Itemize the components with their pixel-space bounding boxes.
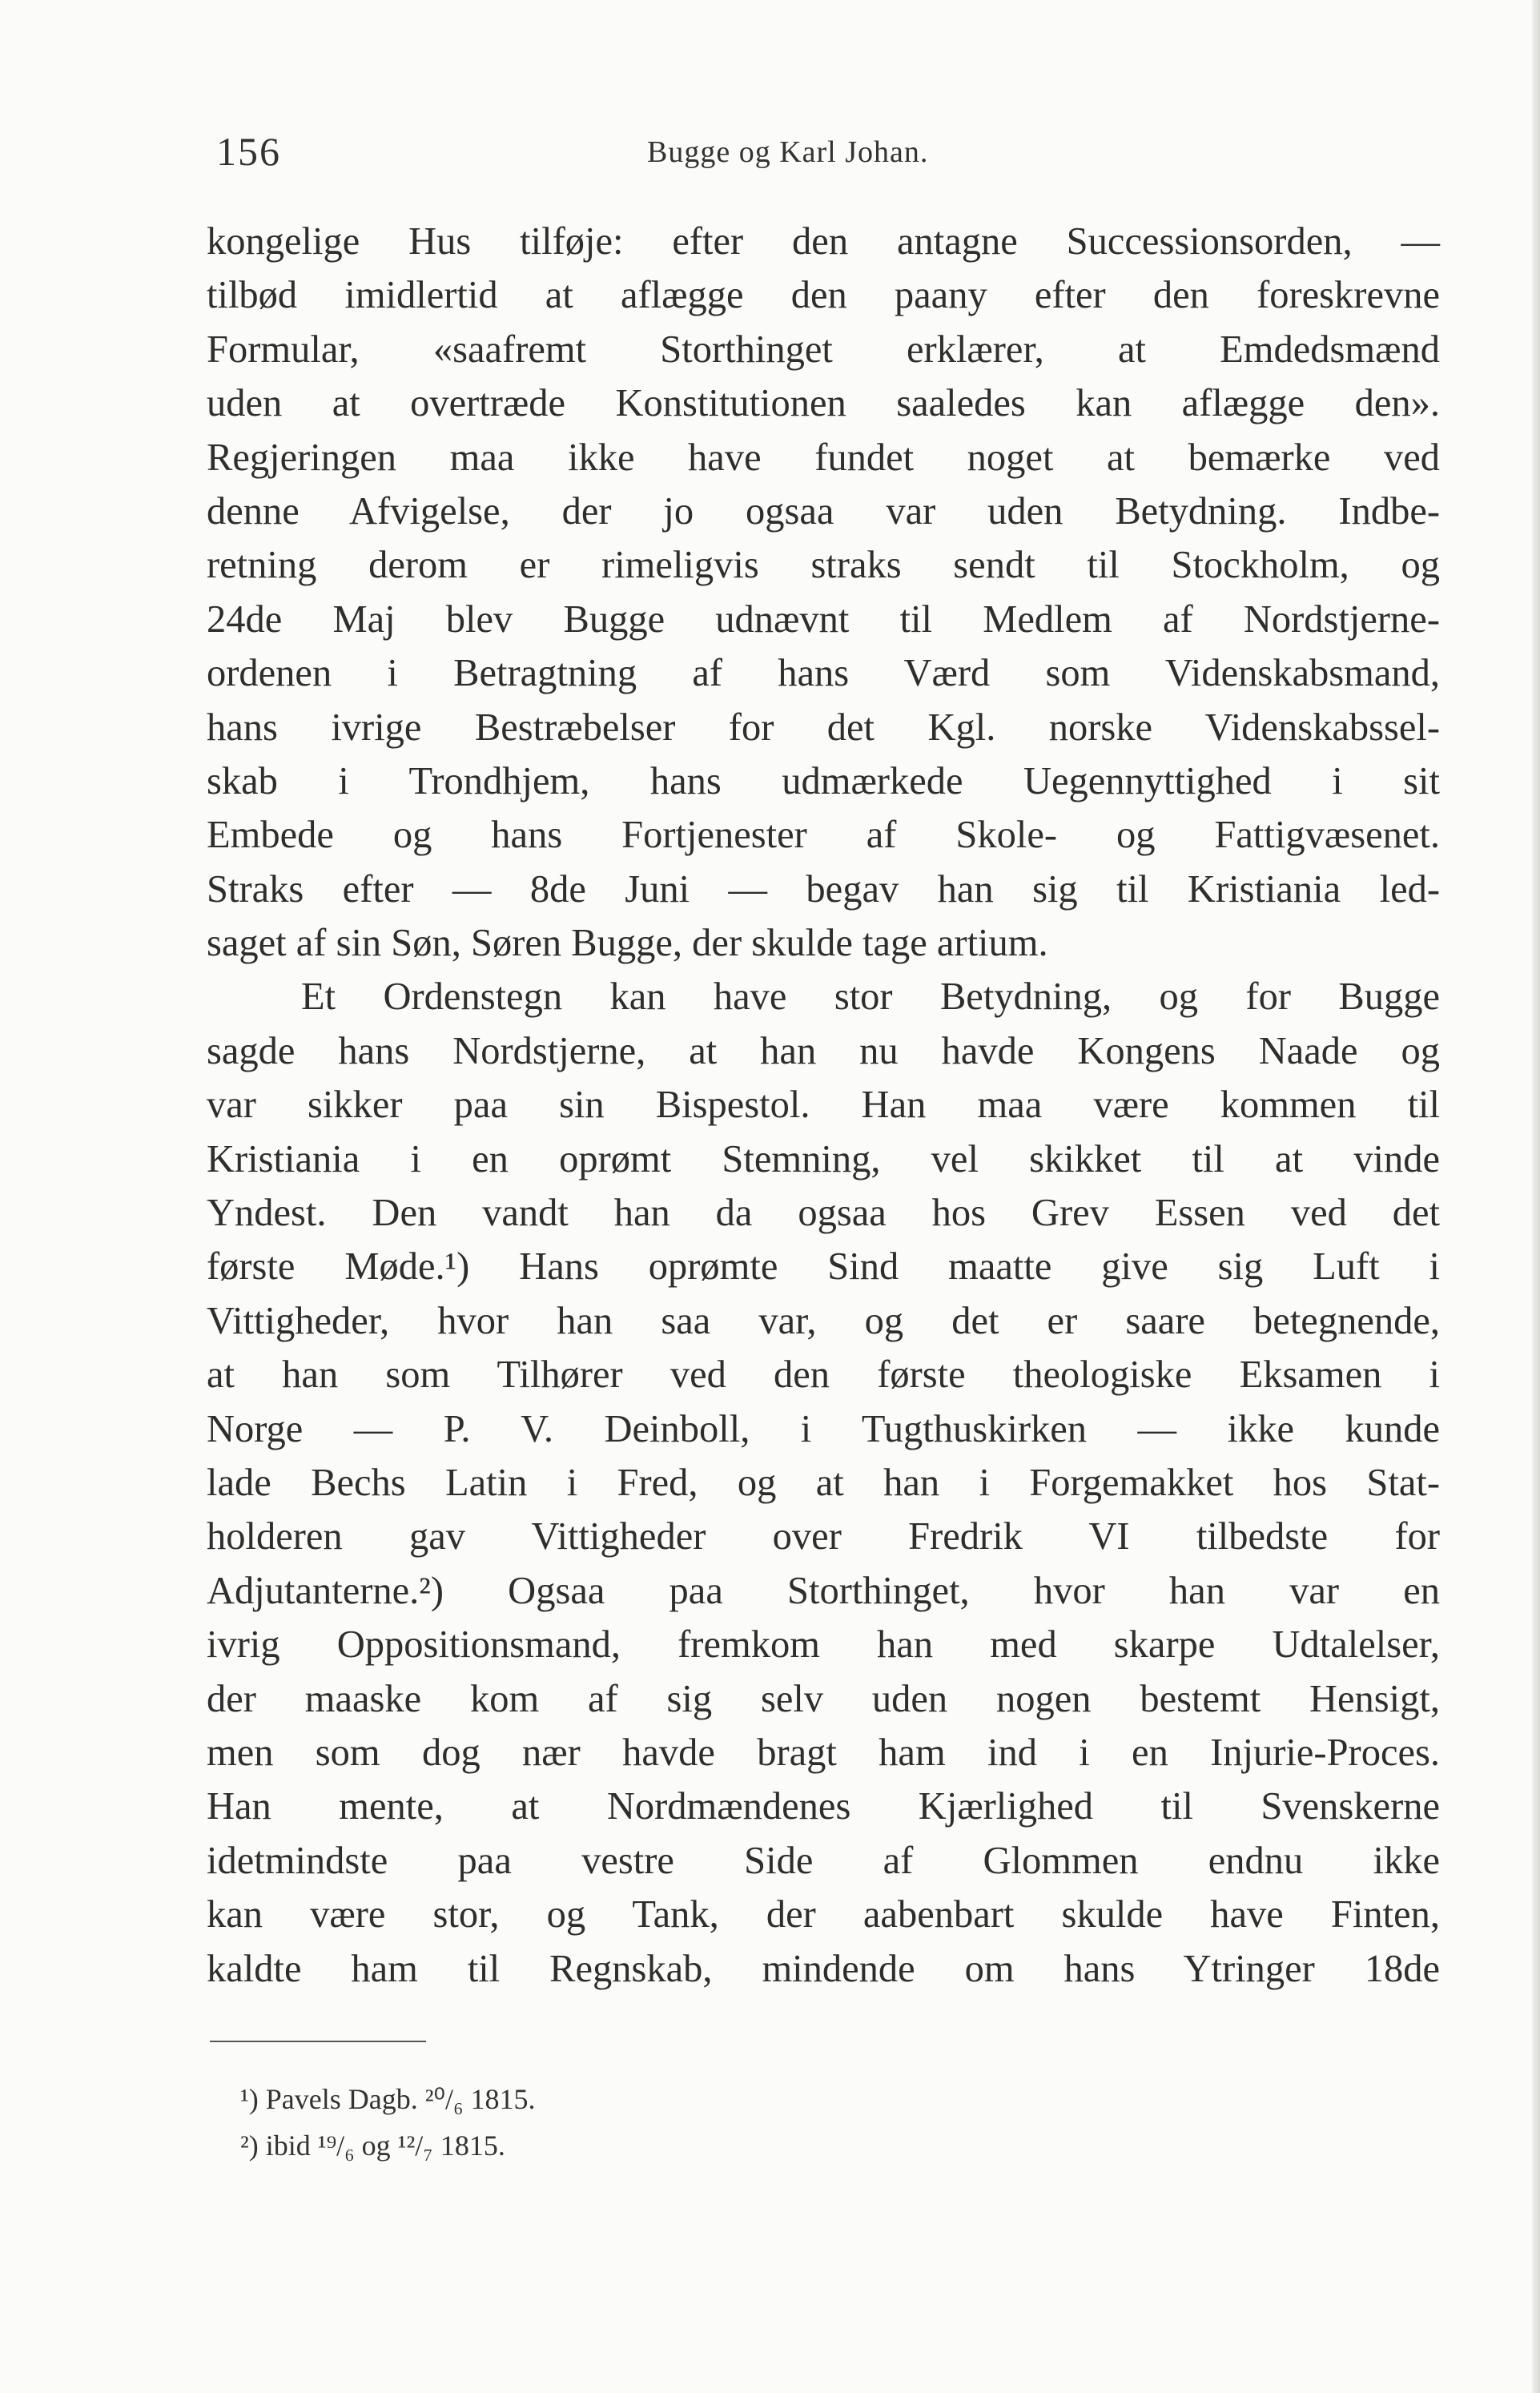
footnote-1: ¹) Pavels Dagb. ²⁰/₆ 1815.	[240, 2083, 536, 2115]
paragraph-start-line: Et Ordenstegn kan have stor Betydning, og for Bugge	[301, 975, 1440, 1019]
text-line: tilbød imidlertid at aflægge den paany efter den foreskrevne	[207, 274, 1440, 317]
text-line: ordenen i Betragtning af hans Værd som Videnskabsmand,	[207, 652, 1440, 695]
text-line: kan være stor, og Tank, der aabenbart skulde have Finten,	[207, 1893, 1440, 1937]
text-line: Norge — P. V. Deinboll, i Tugthuskirken — ikke kunde	[207, 1407, 1440, 1450]
running-head: Bugge og Karl Johan.	[647, 135, 929, 169]
text-line: 24de Maj blev Bugge udnævnt til Medlem af Nordstjerne-	[207, 597, 1440, 641]
text-line: denne Afvigelse, der jo ogsaa var uden Betydning. Indbe-	[207, 489, 1440, 533]
text-line: kaldte ham til Regnskab, mindende om hans Ytringer 18de	[207, 1947, 1440, 1990]
text-line: der maaske kom af sig selv uden nogen bestemt Hensigt,	[207, 1677, 1440, 1720]
text-line: hans ivrige Bestræbelser for det Kgl. norske Videnskabssel-	[207, 706, 1440, 749]
footnotes	[240, 2076, 1041, 2169]
text-line: Vittigheder, hvor han saa var, og det er saare betegnende,	[207, 1299, 1440, 1342]
text-line: Yndest. Den vandt han da ogsaa hos Grev Essen ved det	[207, 1192, 1440, 1235]
text-line: Adjutanterne.²) Ogsaa paa Storthinget, hvor han var en	[207, 1569, 1440, 1612]
text-line: sagde hans Nordstjerne, at han nu havde Kongens Naade og	[207, 1029, 1440, 1072]
text-line: Embede og hans Fortjenester af Skole- og Fattigvæsenet.	[207, 814, 1440, 857]
text-line: uden at overtræde Konstitutionen saaledes kan aflægge den».	[207, 382, 1440, 425]
body-text	[207, 215, 1440, 1996]
text-line: Formular, «saafremt Storthinget erklærer, at Emdedsmænd	[207, 328, 1440, 371]
text-line: holderen gav Vittigheder over Fredrik VI tilbedste for	[207, 1515, 1440, 1558]
footnote-divider	[210, 2041, 426, 2042]
page-number: 156	[216, 129, 281, 174]
text-line: at han som Tilhører ved den første theologiske Eksamen i	[207, 1353, 1440, 1397]
text-line: kongelige Hus tilføje: efter den antagne Successionsorden, —	[207, 220, 1440, 263]
text-line: ivrig Oppositionsmand, fremkom han med skarpe Udtalelser,	[207, 1623, 1440, 1667]
text-line: Straks efter — 8de Juni — begav han sig til Kristiania led-	[207, 867, 1440, 911]
footnote-2: ²) ibid ¹⁹/₆ og ¹²/₇ 1815.	[240, 2130, 505, 2162]
text-line: Regjeringen maa ikke have fundet noget at bemærke ved	[207, 436, 1440, 479]
text-line: var sikker paa sin Bispestol. Han maa være kommen til	[207, 1084, 1440, 1127]
text-line: saget af sin Søn, Søren Bugge, der skulde tage artium.	[207, 922, 1048, 965]
text-line: Kristiania i en oprømt Stemning, vel skikket til at vinde	[207, 1137, 1440, 1180]
text-line: skab i Trondhjem, hans udmærkede Uegennyttighed i sit	[207, 759, 1440, 802]
text-line: retning derom er rimeligvis straks sendt til Stockholm, og	[207, 544, 1440, 587]
page-header	[207, 128, 1440, 176]
text-line: men som dog nær havde bragt ham ind i en Injurie-Proces.	[207, 1731, 1440, 1774]
text-line: idetmindste paa vestre Side af Glommen endnu ikke	[207, 1839, 1440, 1882]
text-line: Han mente, at Nordmændenes Kjærlighed til Svenskerne	[207, 1785, 1440, 1828]
text-line: første Møde.¹) Hans oprømte Sind maatte give sig Luft i	[207, 1245, 1440, 1289]
page-edge-shadow	[1532, 0, 1540, 2393]
text-line: lade Bechs Latin i Fred, og at han i Forgemakket hos Stat-	[207, 1461, 1440, 1504]
